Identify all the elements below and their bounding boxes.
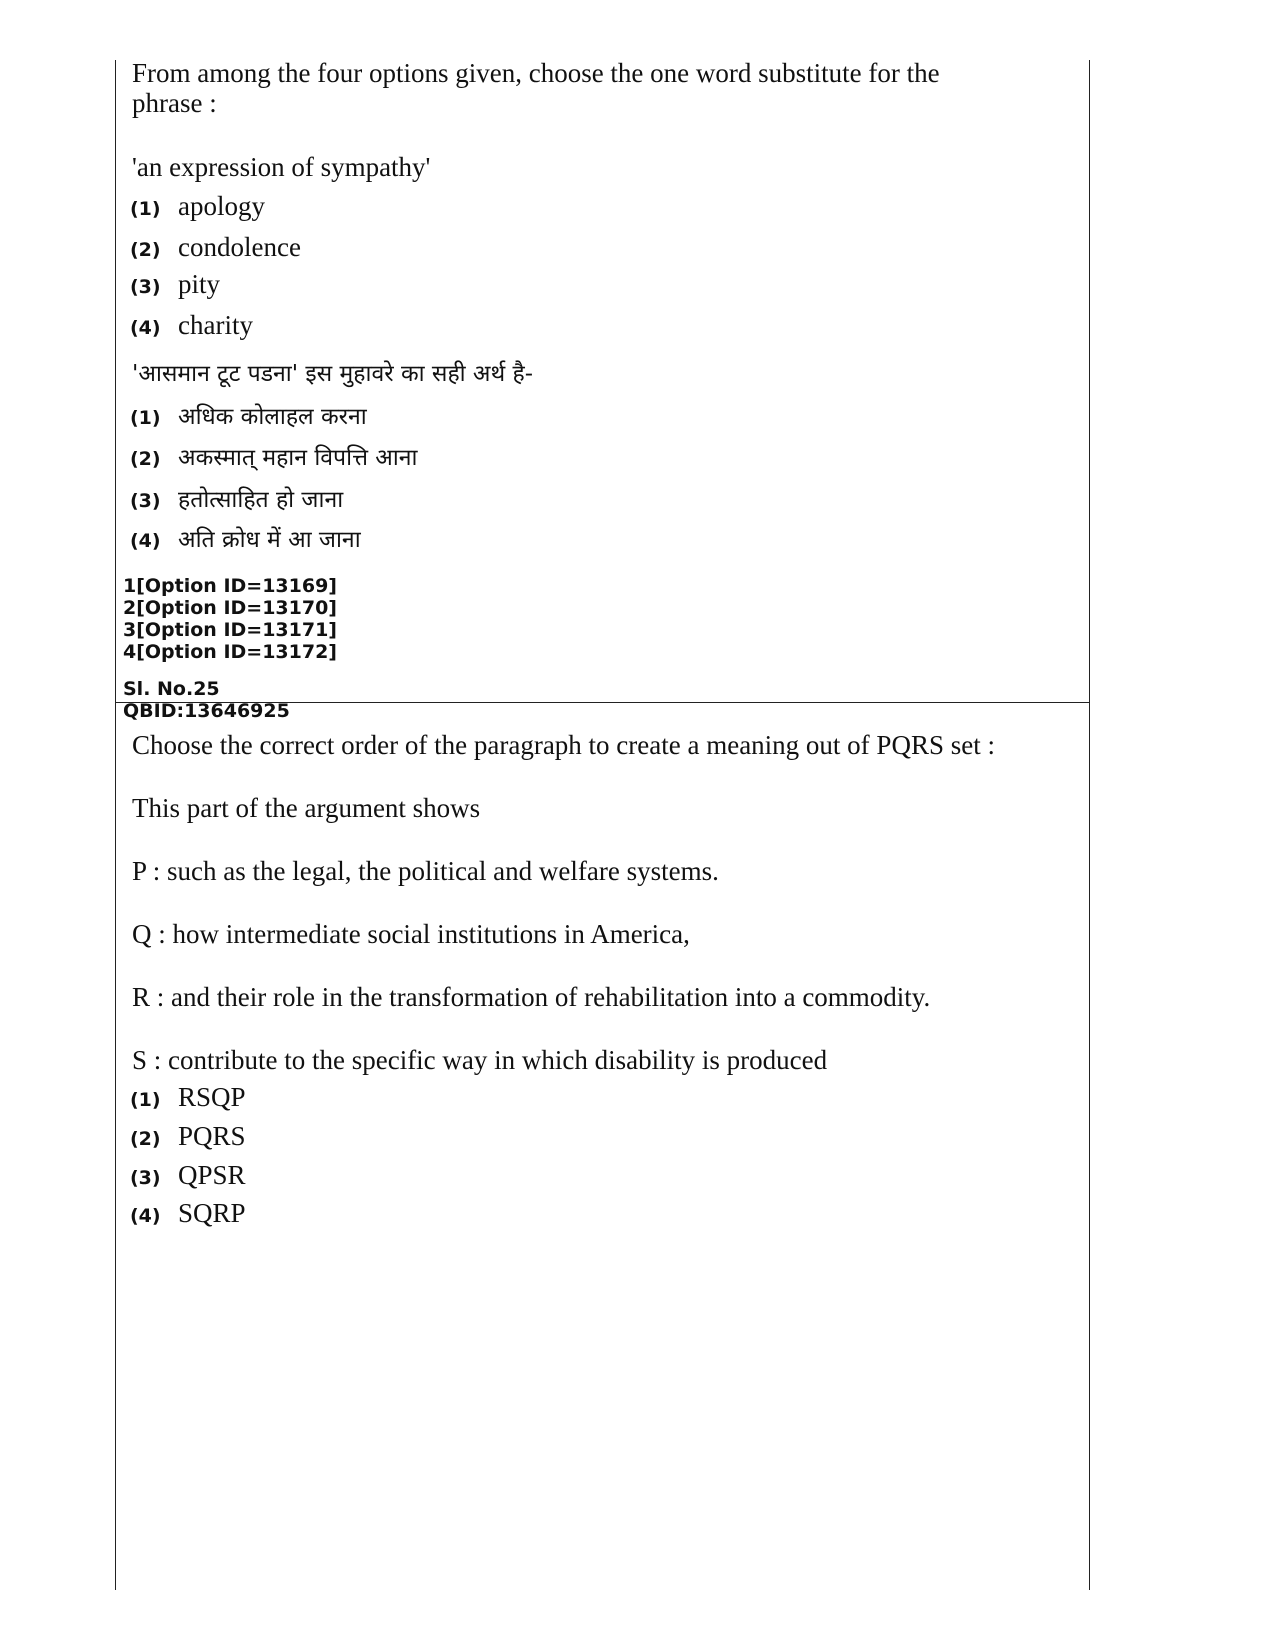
option-text: condolence: [178, 232, 301, 262]
option-text: PQRS: [178, 1121, 246, 1151]
option-number: (4): [130, 317, 161, 339]
question-prompt-cont: phrase :: [132, 88, 217, 118]
hindi-question-prompt: 'आसमान टूट पडना' इस मुहावरे का सही अर्थ है-: [132, 361, 534, 387]
option-2[interactable]: [130, 1121, 246, 1152]
option-text: अति क्रोध में आ जाना: [178, 527, 361, 553]
option-number: (3): [130, 490, 161, 512]
option-text: अधिक कोलाहल करना: [178, 404, 367, 430]
option-id-1: 1[Option ID=13169]: [123, 575, 337, 597]
option-text: हतोत्साहित हो जाना: [178, 487, 344, 513]
part-p: P : such as the legal, the political and welfare systems.: [132, 856, 719, 886]
option-number: (2): [130, 239, 161, 261]
option-number: (1): [130, 198, 161, 220]
option-number: (4): [130, 1205, 161, 1227]
option-number: (2): [130, 448, 161, 470]
question-prompt: Choose the correct order of the paragraph to create a meaning out of PQRS set :: [132, 730, 995, 760]
hindi-option-1[interactable]: [130, 399, 367, 431]
option-id-3: 3[Option ID=13171]: [123, 619, 337, 641]
option-number: (1): [130, 1089, 161, 1111]
option-4[interactable]: [130, 310, 253, 341]
question-frame: [115, 60, 1090, 1590]
option-text: charity: [178, 310, 253, 340]
question-prompt: From among the four options given, choose the one word substitute for the: [132, 58, 940, 88]
option-3[interactable]: [130, 269, 220, 300]
part-s: S : contribute to the specific way in which disability is produced: [132, 1045, 828, 1075]
option-number: (3): [130, 276, 161, 298]
option-number: (1): [130, 407, 161, 429]
option-text: अकस्मात् महान विपत्ति आना: [178, 445, 418, 471]
option-number: (3): [130, 1167, 161, 1189]
option-4[interactable]: [130, 1198, 246, 1229]
option-text: apology: [178, 191, 265, 221]
hindi-option-3[interactable]: [130, 482, 343, 514]
paragraph-intro: This part of the argument shows: [132, 793, 481, 823]
option-id-4: 4[Option ID=13172]: [123, 641, 337, 663]
option-3[interactable]: [130, 1160, 246, 1191]
hindi-option-4[interactable]: [130, 522, 361, 554]
option-number: (4): [130, 530, 161, 552]
option-2[interactable]: [130, 232, 301, 263]
option-text: RSQP: [178, 1082, 246, 1112]
question-phrase: 'an expression of sympathy': [132, 152, 431, 182]
option-text: SQRP: [178, 1198, 246, 1228]
part-r: R : and their role in the transformation of rehabilitation into a commodity.: [132, 982, 931, 1012]
option-number: (2): [130, 1128, 161, 1150]
serial-number: Sl. No.25: [123, 678, 220, 700]
hindi-option-2[interactable]: [130, 440, 418, 472]
option-text: QPSR: [178, 1160, 246, 1190]
part-q: Q : how intermediate social institutions in America,: [132, 919, 690, 949]
option-1[interactable]: [130, 191, 265, 222]
option-1[interactable]: [130, 1082, 246, 1113]
question-bank-id: QBID:13646925: [123, 700, 290, 722]
option-text: pity: [178, 269, 221, 299]
option-id-2: 2[Option ID=13170]: [123, 597, 337, 619]
